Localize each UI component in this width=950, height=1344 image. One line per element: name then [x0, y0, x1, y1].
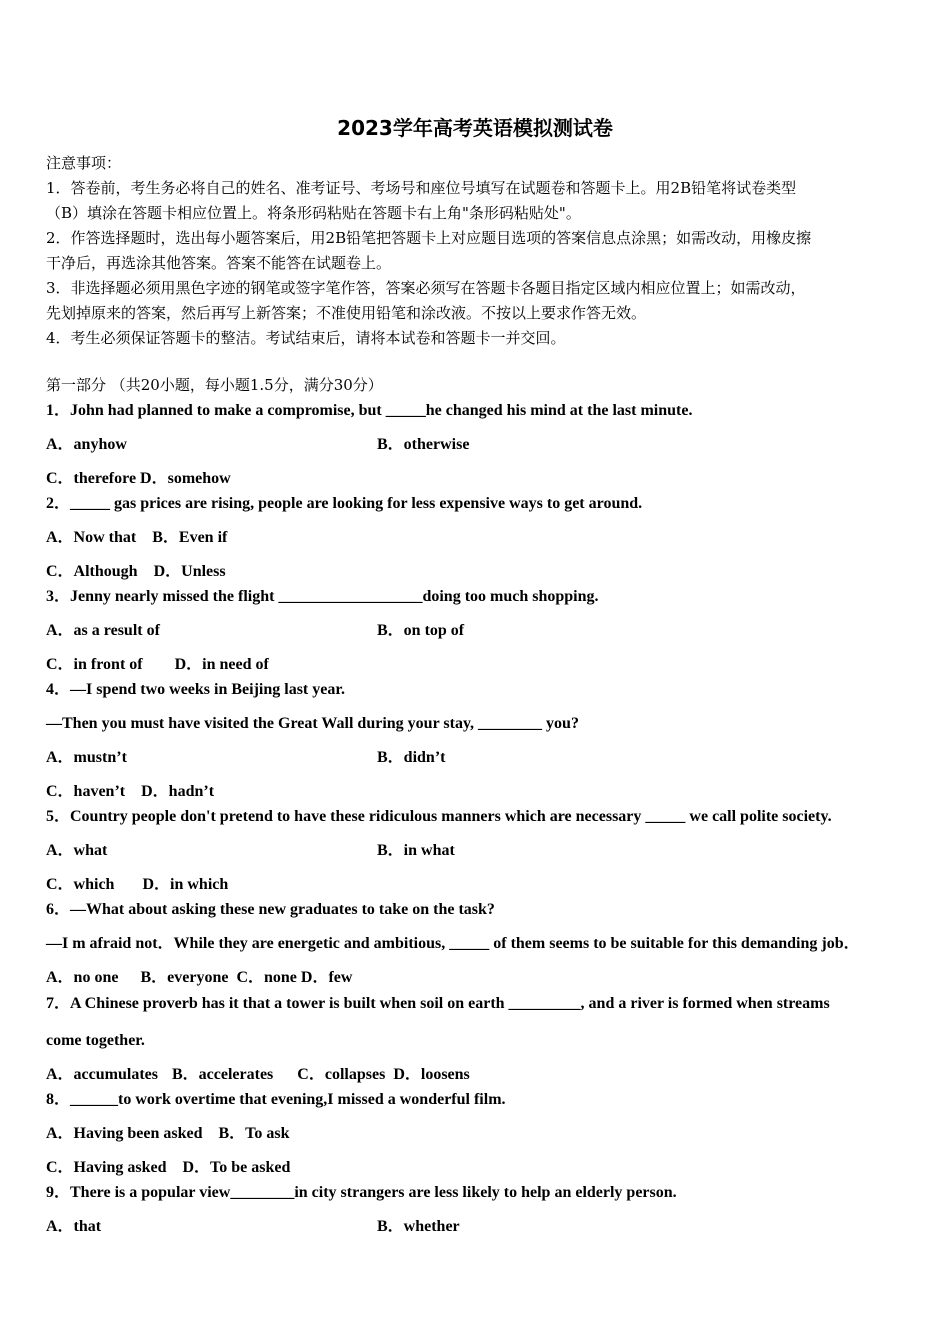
- notes-line: 2．作答选择题时，选出每小题答案后，用2B铅笔把答题卡上对应题目选项的答案信息点涂黑；如需改动，用橡皮擦: [46, 229, 812, 247]
- question-6-stem: 6．—What about asking these new graduates to take on the task?: [46, 901, 495, 918]
- notes-line: 先划掉原来的答案，然后再写上新答案；不准使用铅笔和涂改液。不按以上要求作答无效。: [46, 304, 647, 322]
- question-3-stem: 3．Jenny nearly missed the flight __________________doing too much shopping.: [46, 588, 599, 605]
- question-2-options-cd: [46, 562, 226, 582]
- question-7-option-b: B．accelerates: [172, 1066, 274, 1083]
- question-7-options: [46, 1065, 470, 1085]
- question-3-option-a: A．as a result of: [46, 622, 160, 639]
- notes-heading: 注意事项：: [46, 154, 122, 172]
- question-3-option-d: D．in need of: [174, 656, 269, 673]
- question-1-option-d: D．somehow: [140, 470, 231, 487]
- question-3-option-c: C．in front of: [46, 656, 143, 673]
- question-1-options-cd: [46, 469, 231, 489]
- question-2-options-ab: [46, 528, 227, 548]
- question-7-option-d: D．loosens: [393, 1066, 470, 1083]
- question-2-option-d: D．Unless: [153, 563, 226, 580]
- question-2-option-b: B．Even if: [152, 529, 228, 546]
- question-5-options-cd: [46, 875, 228, 895]
- question-1-option-b: B．otherwise: [377, 436, 470, 453]
- notes-line: 1．答卷前，考生务必将自己的姓名、准考证号、考场号和座位号填写在试题卷和答题卡上。用2B铅笔将试卷类型: [46, 179, 797, 197]
- question-8-stem: 8．______to work overtime that evening,I missed a wonderful film.: [46, 1091, 506, 1108]
- question-7-option-a: A．accumulates: [46, 1066, 158, 1083]
- question-9-stem: 9．There is a popular view________in city strangers are less likely to help an elderly person.: [46, 1184, 677, 1201]
- question-8-option-a: A．Having been asked: [46, 1125, 203, 1142]
- question-7-stem: 7．A Chinese proverb has it that a tower is built when soil on earth _________, and a river is formed when streams: [46, 995, 830, 1012]
- question-6-option-b: B．everyone: [140, 969, 229, 986]
- question-4-options-cd: [46, 782, 214, 802]
- question-2-option-a: A．Now that: [46, 529, 137, 546]
- question-6-option-c: C．none: [236, 969, 297, 986]
- page-title: 2023学年高考英语模拟测试卷: [337, 116, 613, 140]
- question-4-option-a: A．mustn’t: [46, 749, 127, 766]
- question-7-stem-continued: come together.: [46, 1032, 145, 1049]
- question-5-option-a: A．what: [46, 842, 108, 859]
- question-3-option-b: B．on top of: [377, 622, 465, 639]
- question-3-options-cd: [46, 655, 269, 675]
- question-1-stem: 1．John had planned to make a compromise, but _____he changed his mind at the last minute.: [46, 402, 693, 419]
- question-8-option-d: D．To be asked: [182, 1159, 291, 1176]
- notes-line: 4．考生必须保证答题卡的整洁。考试结束后，请将本试卷和答题卡一并交回。: [46, 329, 566, 347]
- question-8-options-ab: [46, 1124, 290, 1144]
- question-4-option-d: D．hadn’t: [141, 783, 215, 800]
- question-5-option-d: D．in which: [142, 876, 229, 893]
- question-5-stem: 5．Country people don't pretend to have these ridiculous manners which are necessary _____ we call polite society.: [46, 808, 832, 825]
- question-1-option-c: C．therefore: [46, 470, 137, 487]
- question-6-options: [46, 968, 352, 988]
- question-4-stem-reply: —Then you must have visited the Great Wall during your stay, ________ you?: [46, 715, 579, 732]
- question-9-option-a: A．that: [46, 1218, 102, 1235]
- notes-line: 3．非选择题必须用黑色字迹的钢笔或签字笔作答，答案必须写在答题卡各题目指定区域内相应位置上；如需改动，: [46, 279, 806, 297]
- question-6-option-d: D．few: [300, 969, 353, 986]
- question-8-options-cd: [46, 1158, 290, 1178]
- question-4-option-b: B．didn’t: [377, 749, 446, 766]
- question-2-stem: 2．_____ gas prices are rising, people are looking for less expensive ways to get around.: [46, 495, 643, 512]
- section-heading: 第一部分 （共20小题，每小题1.5分，满分30分）: [46, 376, 383, 394]
- question-2-option-c: C．Although: [46, 563, 138, 580]
- question-4-option-c: C．haven’t: [46, 783, 126, 800]
- question-4-stem: 4．—I spend two weeks in Beijing last year.: [46, 681, 345, 698]
- notes-line: 干净后，再选涂其他答案。答案不能答在试题卷上。: [46, 254, 392, 272]
- question-9-option-b: B．whether: [377, 1218, 460, 1235]
- question-6-stem-reply: —I m afraid not．While they are energetic and ambitious, _____ of them seems to be suitable for this demanding job．: [46, 935, 860, 952]
- question-7-option-c: C．collapses: [297, 1066, 386, 1083]
- question-8-option-c: C．Having asked: [46, 1159, 167, 1176]
- question-1-option-a: A．anyhow: [46, 436, 127, 453]
- question-6-option-a: A．no one: [46, 969, 119, 986]
- question-5-option-b: B．in what: [377, 842, 455, 859]
- question-8-option-b: B．To ask: [218, 1125, 290, 1142]
- notes-line: （B）填涂在答题卡相应位置上。将条形码粘贴在答题卡右上角"条形码粘贴处"。: [46, 204, 581, 222]
- notes-section: [46, 151, 916, 351]
- question-5-option-c: C．which: [46, 876, 115, 893]
